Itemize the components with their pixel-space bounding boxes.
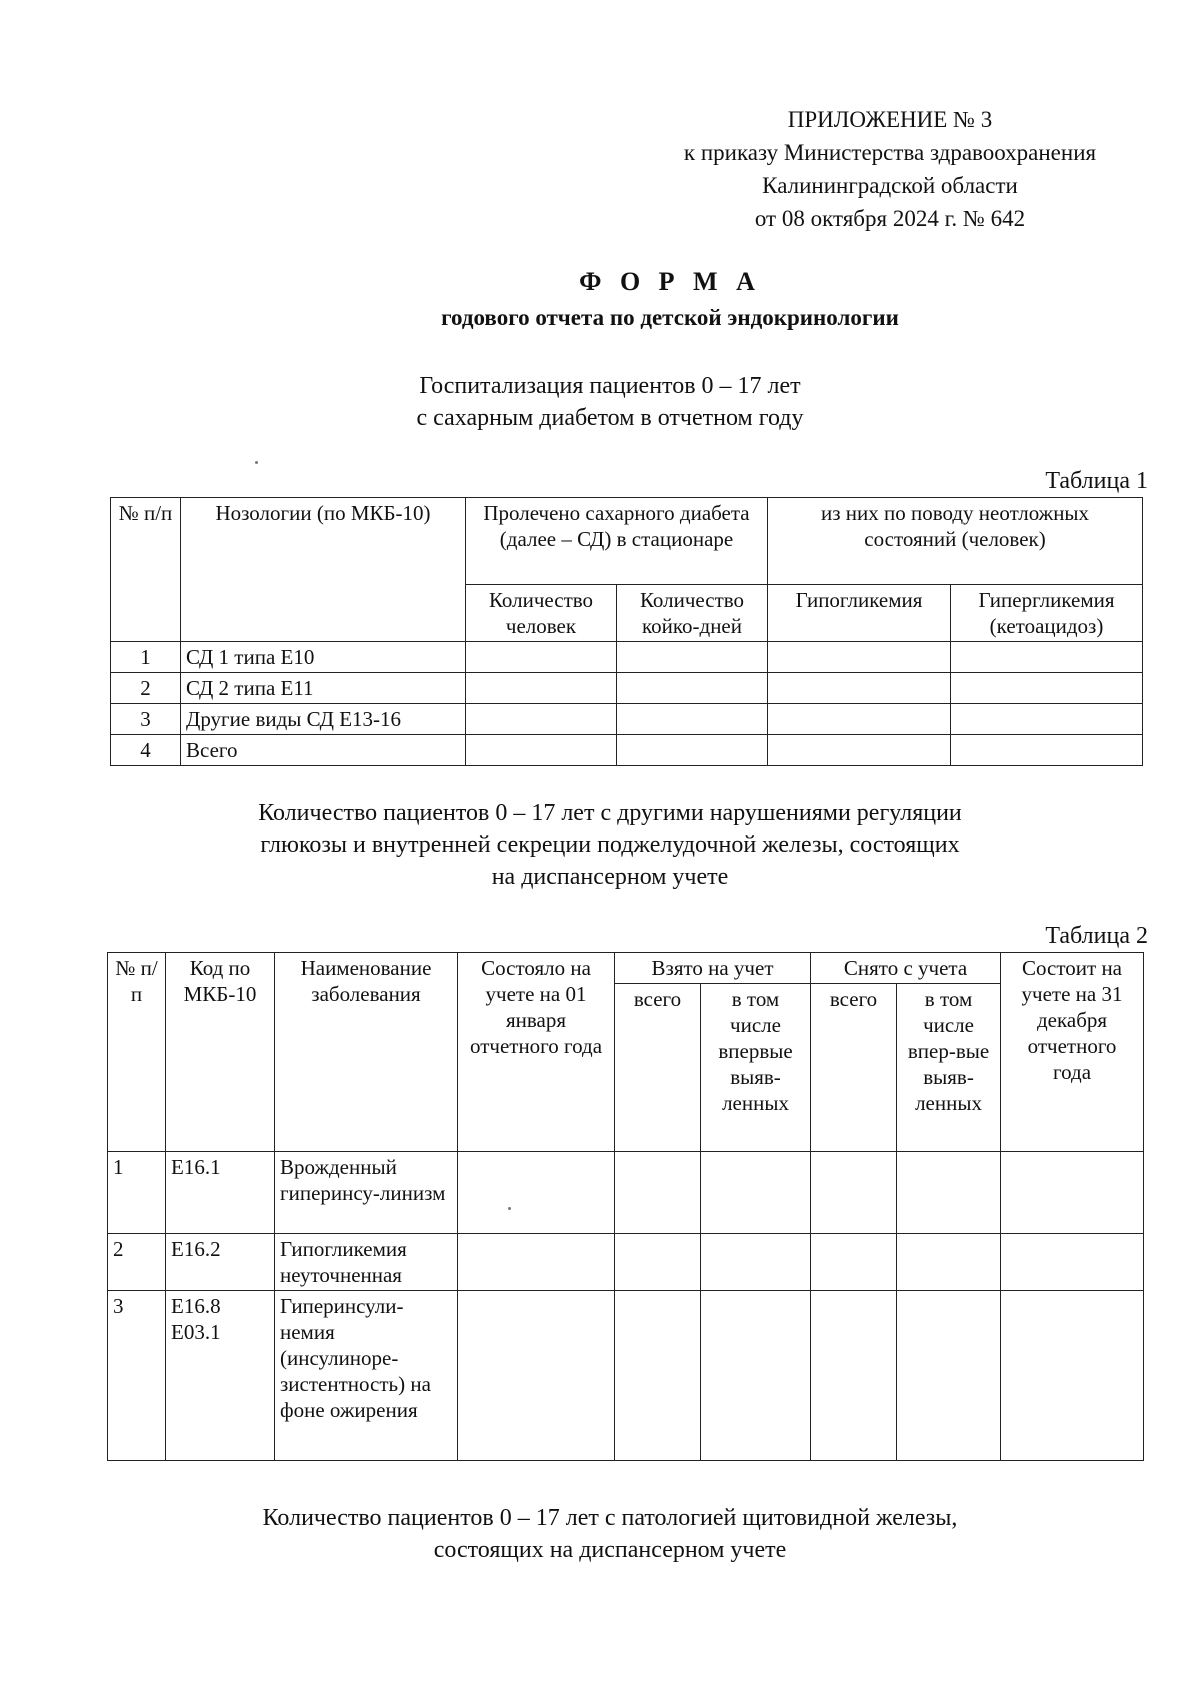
table-row bbox=[108, 1152, 1144, 1234]
appendix-region: Калининградской области bbox=[762, 173, 1018, 198]
table2-row-name: Врожденный гиперинсу-линизм bbox=[275, 1152, 458, 1234]
table2-cell bbox=[897, 1234, 1001, 1291]
table2-header-name: Наименование заболевания bbox=[275, 953, 458, 1152]
table2-cell bbox=[458, 1234, 615, 1291]
appendix-header bbox=[610, 103, 1170, 235]
table2-label: Таблица 2 bbox=[1045, 923, 1148, 949]
table2-cell bbox=[615, 1152, 701, 1234]
table1-cell bbox=[951, 704, 1143, 735]
table1-header-num: № п/п bbox=[111, 498, 181, 642]
table2-row-num: 3 bbox=[108, 1291, 166, 1461]
table1-row-num: 1 bbox=[111, 642, 181, 673]
table1-row-name: СД 2 типа Е11 bbox=[181, 673, 466, 704]
table1-header-beddays: Количество койко-дней bbox=[617, 585, 768, 642]
table2-cell bbox=[1001, 1291, 1144, 1461]
section3-heading-line2: состоящих на диспансерном учете bbox=[433, 1537, 787, 1563]
table2-cell bbox=[811, 1152, 897, 1234]
table2-cell bbox=[897, 1291, 1001, 1461]
table2-cell bbox=[811, 1291, 897, 1461]
table1-row-num: 3 bbox=[111, 704, 181, 735]
table2-cell bbox=[701, 1234, 811, 1291]
table1-cell bbox=[466, 673, 617, 704]
table2-header-end: Состоит на учете на 31 декабря отчетного года bbox=[1001, 953, 1144, 1152]
table1-cell bbox=[617, 642, 768, 673]
table2-cell bbox=[897, 1152, 1001, 1234]
table2-header-taken-new: в том числе впервые выяв-ленных bbox=[701, 984, 811, 1152]
section2-heading bbox=[150, 797, 1070, 893]
table1-row-num: 4 bbox=[111, 735, 181, 766]
section3-heading bbox=[150, 1502, 1070, 1566]
table1-cell bbox=[768, 704, 951, 735]
table2-row-num: 2 bbox=[108, 1234, 166, 1291]
table2-header-removed-new: в том числе впер-вые выяв-ленных bbox=[897, 984, 1001, 1152]
table2-cell bbox=[701, 1152, 811, 1234]
table2-row-code: Е16.8 Е03.1 bbox=[166, 1291, 275, 1461]
table2-header-code: Код по МКБ-10 bbox=[166, 953, 275, 1152]
section1-heading-line1: Госпитализация пациентов 0 – 17 лет bbox=[419, 373, 801, 399]
table2-cell bbox=[615, 1234, 701, 1291]
table1-row-name: СД 1 типа Е10 bbox=[181, 642, 466, 673]
appendix-date: от 08 октября 2024 г. № 642 bbox=[754, 206, 1026, 231]
table2 bbox=[107, 952, 1144, 1461]
table1-cell bbox=[951, 735, 1143, 766]
table1-cell bbox=[768, 642, 951, 673]
table1-row-num: 2 bbox=[111, 673, 181, 704]
table1-header-hypoglycemia: Гипогликемия bbox=[768, 585, 951, 642]
table2-cell bbox=[811, 1234, 897, 1291]
form-subtitle: годового отчета по детской эндокринологии bbox=[441, 305, 899, 330]
scan-speck bbox=[255, 461, 258, 464]
table2-header-num: № п/п bbox=[108, 953, 166, 1152]
table2-row-name: Гиперинсули-немия (инсулиноре-зистентность) на фоне ожирения bbox=[275, 1291, 458, 1461]
table2-row-name: Гипогликемия неуточненная bbox=[275, 1234, 458, 1291]
table1-header-hyperglycemia: Гипергликемия (кетоацидоз) bbox=[951, 585, 1143, 642]
table2-cell bbox=[1001, 1234, 1144, 1291]
table1-cell bbox=[466, 704, 617, 735]
table1-row-name: Всего bbox=[181, 735, 466, 766]
table2-header-taken-total: всего bbox=[615, 984, 701, 1152]
section2-heading-line3: на диспансерном учете bbox=[491, 864, 729, 890]
table1-cell bbox=[951, 642, 1143, 673]
table1-cell bbox=[768, 673, 951, 704]
table-row bbox=[108, 1234, 1144, 1291]
table2-header-start: Состояло на учете на 01 января отчетного года bbox=[458, 953, 615, 1152]
table1-cell bbox=[617, 673, 768, 704]
table-row bbox=[111, 735, 1143, 766]
section1-heading bbox=[150, 370, 1070, 434]
table1-cell bbox=[951, 673, 1143, 704]
scan-speck bbox=[508, 1207, 511, 1210]
table2-cell bbox=[458, 1291, 615, 1461]
table2-cell bbox=[1001, 1152, 1144, 1234]
table2-row-code: Е16.1 bbox=[166, 1152, 275, 1234]
table2-row-code: Е16.2 bbox=[166, 1234, 275, 1291]
appendix-order: к приказу Министерства здравоохранения bbox=[683, 140, 1097, 165]
table2-cell bbox=[701, 1291, 811, 1461]
form-title: Ф О Р М А bbox=[579, 267, 761, 296]
table-row bbox=[111, 673, 1143, 704]
table1-row-name: Другие виды СД Е13-16 bbox=[181, 704, 466, 735]
table1-cell bbox=[466, 735, 617, 766]
table2-cell bbox=[615, 1291, 701, 1461]
table1-header-treated: Пролечено сахарного диабета (далее – СД) в стационаре bbox=[466, 498, 768, 585]
table2-cell bbox=[458, 1152, 615, 1234]
table1-header-persons: Количество человек bbox=[466, 585, 617, 642]
table1-cell bbox=[617, 735, 768, 766]
section2-heading-line2: глюкозы и внутренней секреции поджелудочной железы, состоящих bbox=[260, 832, 960, 858]
table1-header-emergency: из них по поводу неотложных состояний (человек) bbox=[768, 498, 1143, 585]
table1-cell bbox=[768, 735, 951, 766]
table1 bbox=[110, 497, 1143, 766]
table1-header-nosology: Нозологии (по МКБ-10) bbox=[181, 498, 466, 642]
table-row bbox=[111, 642, 1143, 673]
table-row bbox=[108, 1291, 1144, 1461]
table2-header-removed-total: всего bbox=[811, 984, 897, 1152]
table2-row-num: 1 bbox=[108, 1152, 166, 1234]
table-row bbox=[111, 704, 1143, 735]
section1-heading-line2: с сахарным диабетом в отчетном году bbox=[416, 405, 804, 431]
table2-header-taken: Взято на учет bbox=[615, 953, 811, 984]
appendix-title: ПРИЛОЖЕНИЕ № 3 bbox=[787, 107, 993, 132]
section3-heading-line1: Количество пациентов 0 – 17 лет с патологией щитовидной железы, bbox=[262, 1505, 958, 1531]
section2-heading-line1: Количество пациентов 0 – 17 лет с другими нарушениями регуляции bbox=[258, 800, 962, 826]
table1-label: Таблица 1 bbox=[1045, 468, 1148, 494]
table1-cell bbox=[466, 642, 617, 673]
table2-header-removed: Снято с учета bbox=[811, 953, 1001, 984]
table1-cell bbox=[617, 704, 768, 735]
